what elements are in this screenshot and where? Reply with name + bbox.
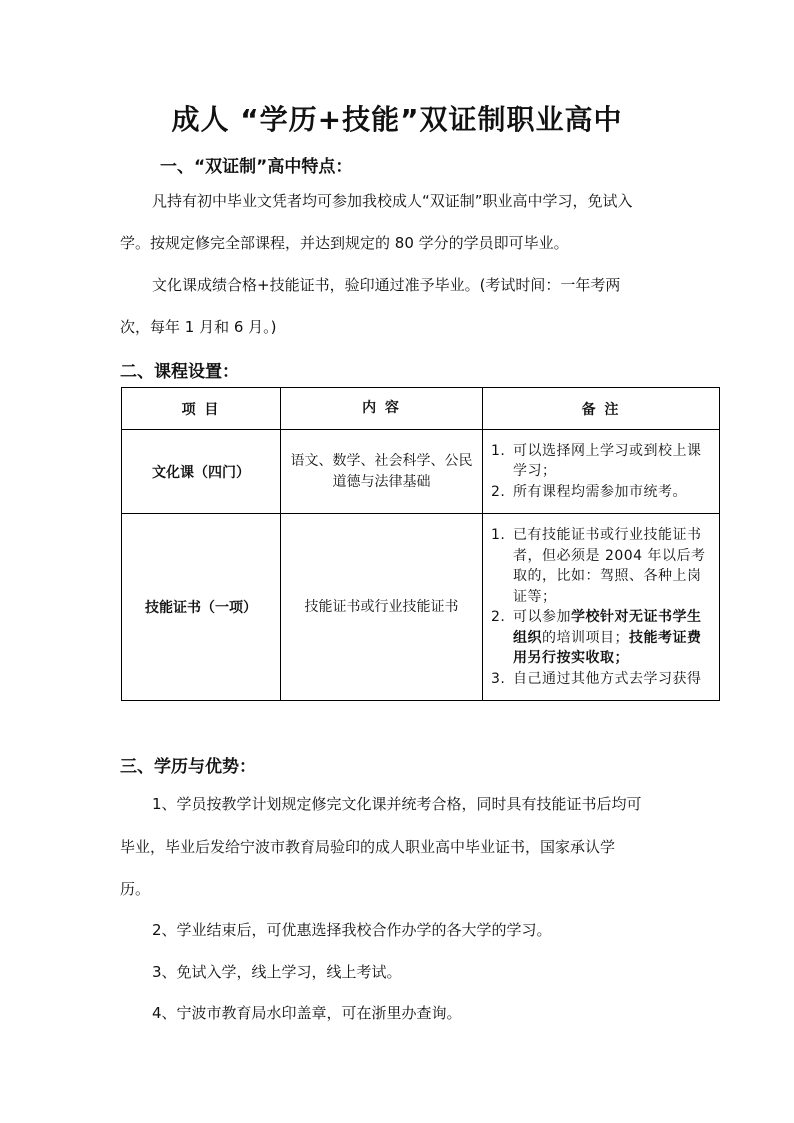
notes-list [483,521,719,693]
section1-heading: 一、“双证制”高中特点： [160,157,353,177]
row-item: 技能证书（一项） [122,514,281,701]
section1-para1-line2: 学。按规定修完全部课程，并达到规定的 80 学分的学员即可毕业。 [120,234,569,252]
note-number: 2. [491,483,506,500]
note-text: 可以参加 [513,609,571,625]
section3-heading: 三、学历与优势： [120,757,256,777]
section3-item4: 4、宁波市教育局水印盖章，可在浙里办查询。 [152,1004,462,1022]
note-text: 自己通过其他方式去学习获得 [513,670,702,687]
row-notes [483,430,720,514]
section1-para1-line1: 凡持有初中毕业文凭者均可参加我校成人“双证制”职业高中学习，免试入 [152,192,633,210]
row-notes [483,514,720,701]
row-content: 技能证书或行业技能证书 [281,514,483,701]
course-table [121,387,720,701]
table-row [122,514,720,701]
header-content: 内 容 [281,388,483,430]
section2-heading: 二、课程设置： [120,362,239,382]
note-text: 学校针对无证书学生组织 [513,609,702,646]
notes-list [483,437,719,507]
note-number: 1. [491,442,506,459]
note-text: 的培训项目； [542,629,629,646]
note-number: 3. [491,670,506,687]
note-text: 技能考证费用另行按实收取； [513,629,702,666]
note-item [487,669,713,690]
note-number: 2. [491,609,506,625]
section3-item1-line1: 1、学员按教学计划规定修完文化课并统考合格，同时具有技能证书后均可 [152,795,642,813]
note-item [487,525,713,607]
section1-para2-line2: 次，每年 1 月和 6 月。) [120,318,277,336]
section3-item1-line2: 毕业，毕业后发给宁波市教育局验印的成人职业高中毕业证书，国家承认学 [120,838,616,856]
note-number: 1. [491,527,506,543]
note-text: 可以选择网上学习或到校上课学习； [513,442,702,480]
section3-item1-line3: 历。 [120,880,151,898]
row-content: 语文、数学、社会科学、公民道德与法律基础 [281,430,483,514]
section3-item3: 3、免试入学，线上学习，线上考试。 [152,963,402,981]
header-notes: 备 注 [483,388,720,430]
document-title: 成人 “学历+技能”双证制职业高中 [171,103,623,136]
note-item [487,482,713,503]
note-item [487,607,713,669]
note-item [487,441,713,482]
table-row [122,430,720,514]
note-text: 已有技能证书或行业技能证书者，但必须是 2004 年以后考取的，比如：驾照、各种上岗证等； [513,527,706,605]
table-header-row [122,388,720,430]
note-text: 所有课程均需参加市统考。 [513,483,687,500]
section1-para2-line1: 文化课成绩合格+技能证书，验印通过准予毕业。(考试时间：一年考两 [152,276,621,294]
section3-item2: 2、学业结束后，可优惠选择我校合作办学的各大学的学习。 [152,921,552,939]
row-item: 文化课（四门） [122,430,281,514]
header-item: 项 目 [122,388,281,430]
